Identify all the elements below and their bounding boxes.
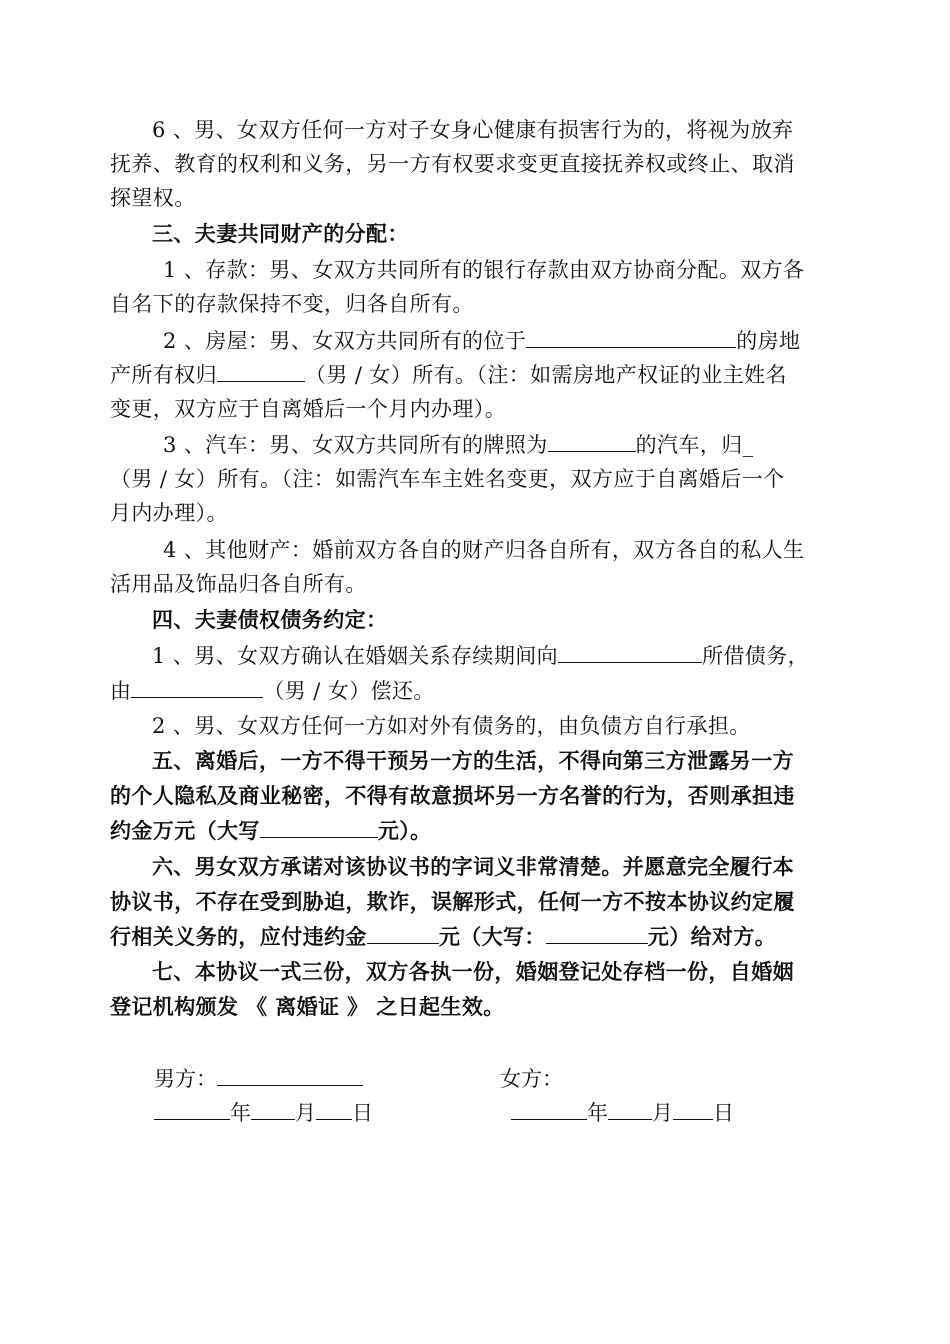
s3-item2-text-b: 的房地 [736,329,801,353]
s6-line3 [110,920,840,954]
section4-heading: 四、夫妻债权债务约定： [152,607,388,632]
female-day-blank[interactable] [673,1097,713,1120]
s4-item1-text-a: 1 、男、女双方确认在婚姻关系存续期间向 [152,644,559,668]
s4-item1-text-d: （男 / 女）偿还。 [263,679,435,703]
s3-item2-line1 [163,324,843,358]
s4-item1-line2 [110,674,840,708]
male-signature-blank[interactable] [217,1063,363,1086]
s3-item3-line2: （男 / 女）所有。（注：如需汽车车主姓名变更，双方应于自离婚后一个 [110,467,785,491]
penalty-words-blank[interactable] [546,921,648,944]
s5-text-b: 元）。 [377,818,432,843]
s5-line2: 的个人隐私及商业秘密，不得有故意损坏另一方名誉的行为，否则承担违 [110,783,795,808]
s5-text-a: 约金万元（大写 [110,818,260,843]
s4-item1-line1 [152,639,842,673]
s3-item2-line2 [110,358,840,392]
female-date [511,1096,734,1130]
male-label: 男方： [154,1067,217,1091]
male-year-label: 年 [230,1101,251,1125]
male-signature [154,1062,363,1096]
s4-item2: 2 、男、女双方任何一方如对外有债务的，由负债方自行承担。 [152,714,751,738]
item6-line2: 抚养、教育的权利和义务，另一方有权要求变更直接抚养权或终止、取消 [110,152,795,176]
s6-text-a: 行相关义务的，应付违约金 [110,924,367,949]
s3-item2-line3: 变更，双方应于自离婚后一个月内办理）。 [110,397,507,421]
male-month-label: 月 [295,1101,316,1125]
s6-line2: 协议书，不存在受到胁迫，欺诈，误解形式，任何一方不按本协议约定履 [110,889,795,914]
penalty-amount-blank[interactable] [260,815,378,838]
item6-line3: 探望权。 [110,186,196,210]
s3-item3-text-a: 3 、汽车：男、女双方共同所有的牌照为 [163,433,548,457]
female-month-blank[interactable] [608,1097,652,1120]
penalty-number-blank[interactable] [367,921,439,944]
female-label: 女方： [500,1067,563,1091]
s6-text-c: 元）给对方。 [647,924,777,949]
s4-item1-text-c: 由 [110,679,132,703]
s6-text-b: 元（大写： [438,924,546,949]
debtor-blank[interactable] [131,675,263,698]
female-month-label: 月 [652,1101,673,1125]
s7-line2: 登记机构颁发 《 离婚证 》 之日起生效。 [110,994,505,1019]
female-day-label: 日 [713,1101,734,1125]
license-plate-blank[interactable] [548,429,636,452]
female-year-label: 年 [587,1101,608,1125]
s3-item3-line1 [163,428,843,462]
female-year-blank[interactable] [511,1097,587,1120]
s4-item1-text-b: 所借债务， [702,644,810,668]
s3-item1-line2: 自名下的存款保持不变，归各自所有。 [110,292,474,316]
s3-item4-line1: 4 、其他财产：婚前双方各自的财产归各自所有，双方各自的私人生 [163,538,805,562]
s3-item4-line2: 活用品及饰品归各自所有。 [110,572,367,596]
male-day-blank[interactable] [316,1097,352,1120]
female-signature [500,1062,563,1096]
s3-item2-text-c: 产所有权归 [110,363,217,387]
section3-heading: 三、夫妻共同财产的分配： [152,221,409,246]
s5-line1: 五、离婚后，一方不得干预另一方的生活，不得向第三方泄露另一方 [152,748,794,773]
male-day-label: 日 [352,1101,373,1125]
male-date [154,1096,373,1130]
item6-line1: 6 、男、女双方任何一方对子女身心健康有损害行为的，将视为放弃 [152,118,794,142]
s3-item3-text-b: 的汽车，归_ [635,433,754,457]
s3-item3-line3: 月内办理）。 [110,501,228,525]
property-owner-blank[interactable] [217,359,305,382]
s5-line3 [110,814,840,848]
creditor-blank[interactable] [558,640,702,663]
s3-item2-text-d: （男 / 女）所有。（注：如需房地产权证的业主姓名 [305,363,787,387]
s7-line1: 七、本协议一式三份，双方各执一份，婚姻登记处存档一份，自婚姻 [152,959,794,984]
s6-line1: 六、男女双方承诺对该协议书的字词义非常清楚。并愿意完全履行本 [152,854,794,879]
male-year-blank[interactable] [154,1097,230,1120]
s3-item1-line1: 1 、存款：男、女双方共同所有的银行存款由双方协商分配。双方各 [163,258,805,282]
s3-item2-text-a: 2 、房屋：男、女双方共同所有的位于 [163,329,527,353]
male-month-blank[interactable] [251,1097,295,1120]
property-location-blank[interactable] [526,325,736,348]
